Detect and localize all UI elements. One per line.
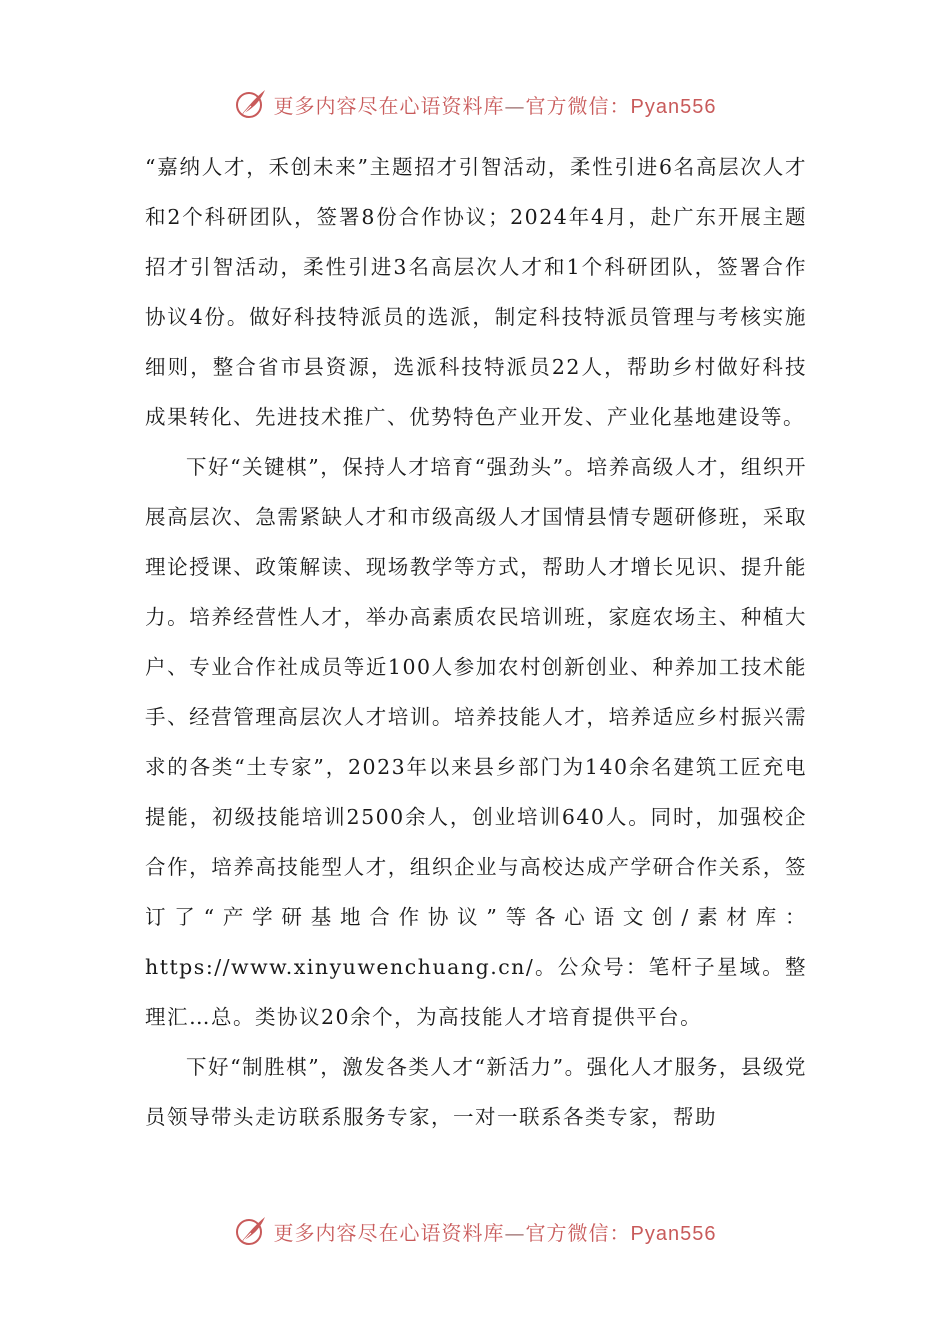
banner-text [274, 1217, 717, 1246]
banner-wechat-id: Pyan556 [630, 1222, 717, 1245]
header-banner [0, 84, 950, 124]
paragraph: 下好“制胜棋”，激发各类人才“新活力”。强化人才服务，县级党员领导带头走访联系服务专家，一对一联系各类专家，帮助 [145, 1055, 807, 1129]
banner-contact-label: 官方微信： [525, 1220, 631, 1245]
quill-pen-logo-icon [234, 87, 268, 121]
banner-site-text: 更多内容尽在心语资料库 [273, 93, 505, 118]
banner-contact-label: 官方微信： [525, 93, 631, 118]
banner-text [274, 90, 717, 119]
quill-pen-logo-icon [234, 1214, 268, 1248]
banner-dash: — [504, 1220, 526, 1245]
paragraph: “嘉纳人才，禾创未来”主题招才引智活动，柔性引进6名高层次人才和2个科研团队，签署8份合作协议；2024年4月，赴广东开展主题招才引智活动，柔性引进3名高层次人才和1个科研团队，签署合作协议4份。做好科技特派员的选派，制定科技特派员管理与考核实施细则，整合省市县资源，选派科技特派员22人，帮助乡村做好科技成果转化、先进技术推广、优势特色产业开发、产业化基地建设等。 [145, 155, 807, 429]
footer-banner [0, 1211, 950, 1251]
paragraph: 下好“关键棋”，保持人才培育“强劲头”。培养高级人才，组织开展高层次、急需紧缺人才和市级高级人才国情县情专题研修班，采取理论授课、政策解读、现场教学等方式，帮助人才增长见识、提升能力。培养经营性人才，举办高素质农民培训班，家庭农场主、种植大户、专业合作社成员等近100人参加农村创新创业、种养加工技术能手、经营管理高层次人才培训。培养技能人才，培养适应乡村振兴需求的各类“土专家”，2023年以来县乡部门为140余名建筑工匠充电提能，初级技能培训2500余人，创业培训640人。同时，加强校企合作，培养高技能型人才，组织企业与高校达成产学研合作关系，签订了“产学研基地合作协议”等各心语文创/素材库：https://www.xinyuwenchuang.cn/。公众号：笔杆子星域。整理汇…总。类协议20余个，为高技能人才培育提供平台。 [145, 455, 807, 1029]
document-body [145, 142, 807, 1142]
banner-dash: — [504, 93, 526, 118]
banner-site-text: 更多内容尽在心语资料库 [273, 1220, 505, 1245]
banner-wechat-id: Pyan556 [630, 95, 717, 118]
